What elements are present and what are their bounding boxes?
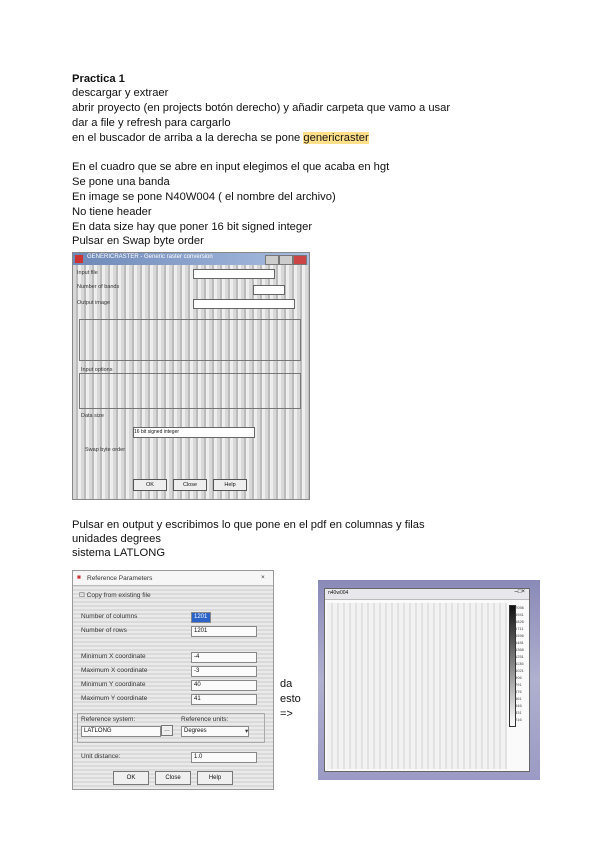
step-output: Pulsar en output y escribimos lo que pone en el pdf en columnas y filas (72, 519, 425, 531)
input-file-field[interactable] (193, 269, 275, 279)
bands-field[interactable] (253, 285, 285, 295)
side-text-da: da (280, 678, 293, 690)
browse-system-button[interactable]: … (161, 725, 173, 736)
result-window-screenshot (318, 580, 540, 780)
input-options-group (79, 373, 301, 409)
help-button[interactable]: Help (213, 479, 247, 491)
ref-dialog-title: Reference Parameters (87, 575, 153, 582)
step-image: En image se pone N40W004 ( el nombre del archivo) (72, 191, 336, 203)
legend-label: 1941 (515, 612, 524, 617)
step-system: sistema LATLONG (72, 547, 166, 559)
raster-title: n40w004 (328, 590, 349, 596)
ref-units-label: Reference units: (181, 716, 229, 723)
data-size-select[interactable]: 16 bit signed integer (133, 427, 255, 438)
highlighted-term: genericraster (303, 132, 369, 144)
close-icon[interactable] (293, 255, 307, 265)
min-x-label: Minimum X coordinate (81, 653, 146, 660)
legend-label: 331 (515, 710, 522, 715)
file-options-group (79, 319, 301, 361)
unit-distance-field[interactable]: 1.0 (191, 752, 257, 763)
input-options-label: Input options (81, 367, 113, 373)
max-x-field[interactable]: -3 (191, 666, 257, 677)
step-open-project: abrir proyecto (en projects botón derecho) y añadir carpeta que vamo a usar (72, 102, 451, 114)
step-header: No tiene header (72, 206, 152, 218)
legend-label: 1826 (515, 619, 524, 624)
step-data-size: En data size hay que poner 16 bit signed integer (72, 221, 313, 233)
ref-app-icon: ■ (77, 574, 81, 581)
step-search (72, 131, 369, 145)
columns-field[interactable]: 1201 (191, 612, 211, 623)
window-controls-icon[interactable]: –□× (514, 589, 525, 595)
columns-label: Number of columns (81, 613, 138, 620)
legend-label: 216 (515, 717, 522, 722)
ref-titlebar (73, 571, 273, 586)
copy-checkbox[interactable]: ☐ Copy from existing file (79, 592, 151, 599)
legend-label: 1366 (515, 647, 524, 652)
legend-label: 791 (515, 682, 522, 687)
step-band: Se pone una banda (72, 176, 170, 188)
legend-label: 1251 (515, 654, 524, 659)
data-size-label: Data size (81, 413, 104, 419)
legend-label: 1481 (515, 640, 524, 645)
ref-system-field[interactable]: LATLONG (81, 726, 161, 737)
maximize-icon[interactable] (279, 255, 293, 265)
genericraster-dialog-screenshot (72, 252, 310, 500)
raster-image (327, 603, 507, 769)
side-text-esto: esto (280, 693, 301, 705)
legend-label: 2056 (515, 605, 524, 610)
step-refresh: dar a file y refresh para cargarlo (72, 117, 231, 129)
bands-label: Number of bands (77, 284, 120, 290)
step-input: En el cuadro que se abre en input elegimos el que acaba en hgt (72, 161, 390, 173)
legend-label: 1021 (515, 668, 524, 673)
output-image-label: Output image (77, 300, 111, 306)
app-icon (75, 255, 83, 263)
dialog-title: GENERICRASTER - Generic raster conversion (87, 254, 213, 260)
legend-label: 1711 (515, 626, 524, 631)
max-x-label: Maximum X coordinate (81, 667, 148, 674)
legend-label: 1136 (515, 661, 524, 666)
legend-label: 676 (515, 689, 522, 694)
min-y-field[interactable]: 40 (191, 680, 257, 691)
step-search-text: en el buscador de arriba a la derecha se pone (72, 132, 304, 144)
max-y-field[interactable]: 41 (191, 694, 257, 705)
ref-units-select[interactable]: Degrees (181, 726, 249, 737)
min-y-label: Minimum Y coordinate (81, 681, 146, 688)
step-units: unidades degrees (72, 533, 161, 545)
ref-close-icon[interactable]: × (261, 574, 265, 581)
ref-ok-button[interactable]: OK (113, 771, 149, 785)
min-x-field[interactable]: -4 (191, 652, 257, 663)
step-download: descargar y extraer (72, 87, 169, 99)
legend-label: 561 (515, 696, 522, 701)
legend-label: 1596 (515, 633, 524, 638)
minimize-icon[interactable] (265, 255, 279, 265)
swap-byte-label: Swap byte order (85, 447, 126, 453)
legend-label: 906 (515, 675, 522, 680)
rows-field[interactable]: 1201 (191, 626, 257, 637)
ok-button[interactable]: OK (133, 479, 167, 491)
legend-label: 446 (515, 703, 522, 708)
dialog-titlebar (73, 253, 309, 265)
input-file-label: Input file (77, 270, 98, 276)
ref-close-button[interactable]: Close (155, 771, 191, 785)
ref-help-button[interactable]: Help (197, 771, 233, 785)
step-swap: Pulsar en Swap byte order (72, 235, 204, 247)
practice-title: Practica 1 (72, 73, 125, 85)
ref-system-label: Reference system: (81, 716, 136, 723)
max-y-label: Maximum Y coordinate (81, 695, 148, 702)
chevron-down-icon[interactable]: ▾ (245, 728, 249, 735)
side-arrow: => (280, 708, 293, 720)
copy-checkbox-label: Copy from existing file (86, 592, 151, 599)
raster-titlebar (325, 589, 529, 600)
output-image-field[interactable] (193, 299, 295, 309)
reference-parameters-screenshot (72, 570, 274, 790)
raster-window (324, 588, 530, 772)
rows-label: Number of rows (81, 627, 127, 634)
close-button[interactable]: Close (173, 479, 207, 491)
unit-distance-label: Unit distance: (81, 753, 121, 760)
